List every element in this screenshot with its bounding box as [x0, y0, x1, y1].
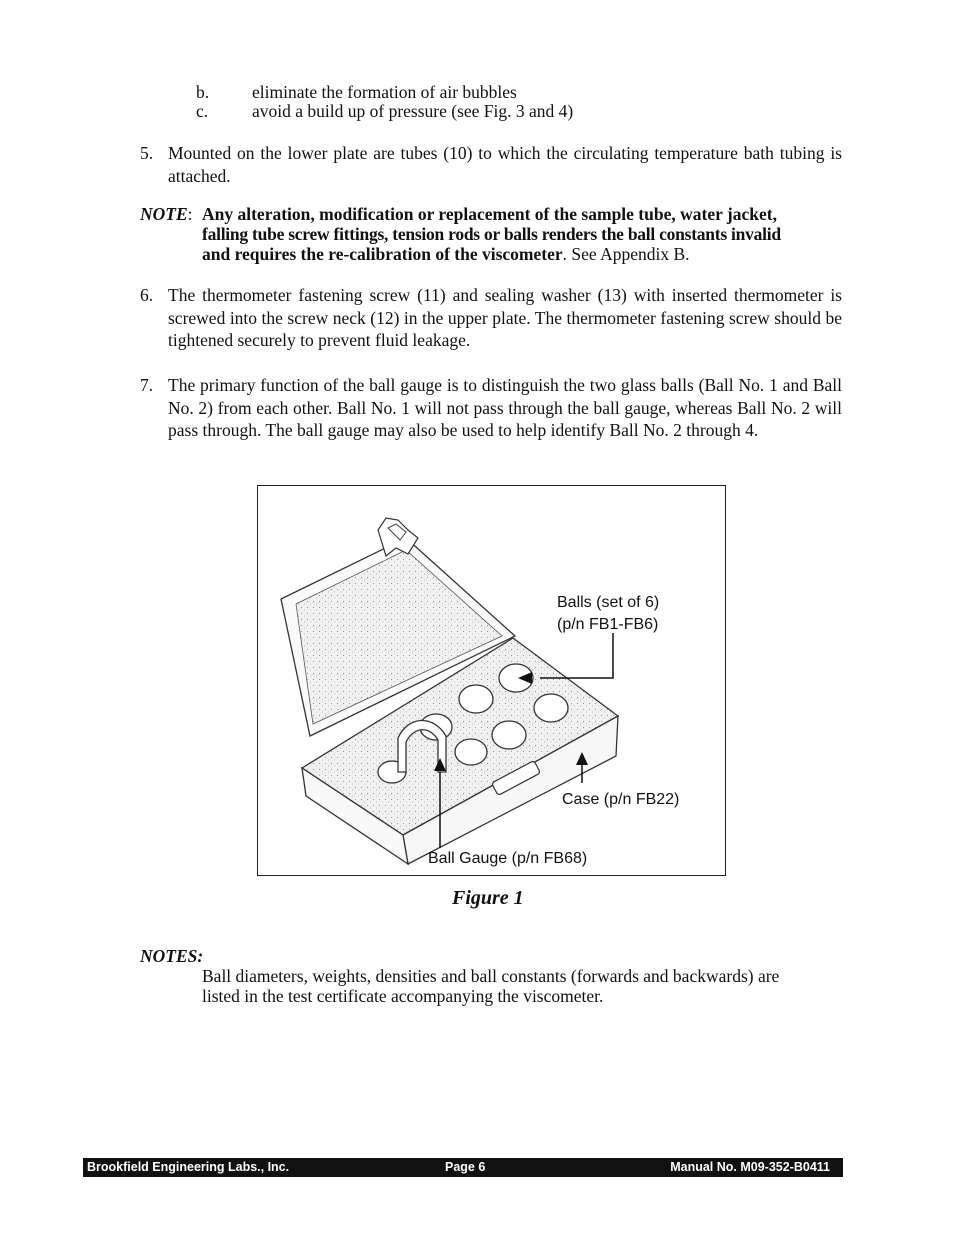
item-7-marker: 7. — [140, 375, 154, 395]
callout-balls-line-2: (p/n FB1-FB6) — [557, 616, 659, 633]
ball-case-illustration — [258, 486, 725, 875]
figure-frame — [257, 485, 726, 876]
item-7-text: The primary function of the ball gauge is to distinguish the two glass balls (Ball No. 1 and Ball No. 2) from each other. Ball No. 1 will not pass through the ball gauge, whereas Ball No. 2 will pass through. The ball gauge may also be used to help identify Ball No. 2 through 4. — [168, 375, 842, 440]
list-item-b-text: eliminate the formation of air bubbles — [252, 82, 517, 102]
note-line-1: Any alteration, modification or replacement of the sample tube, water jacket, — [202, 204, 777, 224]
callout-ball-gauge: Ball Gauge (p/n FB68) — [428, 850, 588, 867]
ball-icon — [455, 739, 487, 765]
note-line-3 — [202, 244, 690, 264]
callout-case: Case (p/n FB22) — [562, 791, 680, 808]
footer-page-number: Page 6 — [445, 1160, 486, 1174]
footer-company: Brookfield Engineering Labs., Inc. — [87, 1160, 290, 1174]
note-colon: : — [187, 204, 193, 224]
item-5-marker: 5. — [140, 143, 154, 163]
item-6-marker: 6. — [140, 285, 154, 305]
note-label: NOTE — [140, 204, 188, 224]
ball-icon — [459, 685, 493, 713]
figure-caption: Figure 1 — [452, 887, 524, 909]
list-marker-c: c. — [196, 101, 209, 121]
note-line-2: falling tube screw fittings, tension rods or balls renders the ball constants invalid — [202, 224, 781, 244]
footer-manual-number: Manual No. M09-352-B0411 — [670, 1160, 830, 1174]
note-line-3-bold: and requires the re-calibration of the viscometer — [202, 244, 563, 264]
notes-line-1: Ball diameters, weights, densities and ball constants (forwards and backwards) are — [202, 966, 780, 986]
callout-balls-line-1: Balls (set of 6) — [557, 594, 660, 611]
note-block — [140, 204, 193, 224]
ball-icon — [492, 721, 526, 749]
page-footer — [83, 1158, 843, 1177]
list-marker-b: b. — [196, 82, 210, 102]
item-6-text: The thermometer fastening screw (11) and sealing washer (13) with inserted thermometer is screwed into the screw neck (12) in the upper plate. The thermometer fastening screw should be tightened securely to prevent fluid leakage. — [168, 285, 842, 350]
notes-heading: NOTES: — [140, 946, 204, 966]
item-5-text: Mounted on the lower plate are tubes (10) to which the circulating temperature bath tubing is attached. — [168, 143, 842, 186]
note-line-3-tail: . See Appendix B. — [562, 244, 690, 264]
notes-line-2: listed in the test certificate accompanying the viscometer. — [202, 986, 604, 1006]
list-item-c-text: avoid a build up of pressure (see Fig. 3 and 4) — [252, 101, 574, 121]
ball-icon — [534, 694, 568, 722]
